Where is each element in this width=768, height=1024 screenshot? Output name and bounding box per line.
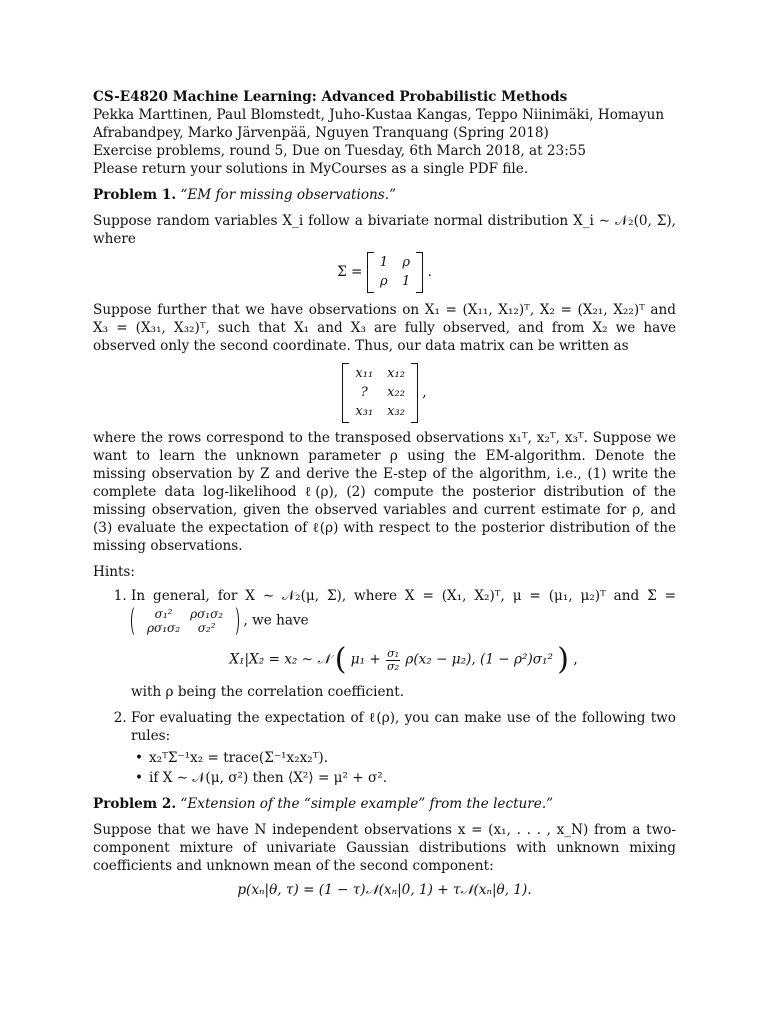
document-page [93,88,676,907]
eq-rest: ρ(x₂ − μ₂), (1 − ρ²)σ₁² [405,651,553,668]
matrix-cell: x₁₂ [387,366,405,381]
matrix-cell: x₃₁ [355,404,374,419]
matrix-cell: ρσ₁σ₂ [147,621,181,635]
sigma-lhs: Σ = [337,264,363,280]
problem1-heading [93,186,676,204]
matrix-cell: x₂₂ [387,385,405,400]
matrix-cell: x₃₂ [387,404,405,419]
problem2-heading [93,795,676,813]
authors-line: Pekka Marttinen, Paul Blomstedt, Juho-Kustaa Kangas, Teppo Niinimäki, Homayun Afrabandpey, Marko Järvenpää, Nguyen Tranquang (Spring 2018) [93,107,665,141]
covariance-matrix [131,605,239,637]
sigma-matrix [367,252,424,293]
problem2-paragraph: Suppose that we have N independent observations x = (x₁, . . . , x_N) from a two-component mixture of univariate Gaussian distributions with unknown mixing coefficients and unknown mean of the second component: [93,822,676,874]
matrix-cell: ρ [380,274,388,289]
task-paragraph: where the rows correspond to the transposed observations x₁ᵀ, x₂ᵀ, x₃ᵀ. Suppose we want to learn the unknown parameter ρ using the EM-algorithm. Denote the missing observation by Z and derive the E-step of the algorithm, i.e., (1) write the complete data log-likelihood ℓ(ρ), (2) compute the posterior distribution of the missing observation, given the observed variables and current estimate for ρ, and (3) evaluate the expectation of ℓ(ρ) with respect to the posterior distribution of the missing observations. [93,430,676,554]
rule-item: • x₂ᵀΣ⁻¹x₂ = trace(Σ⁻¹x₂x₂ᵀ). [149,749,676,767]
data-matrix-equation [93,363,676,423]
eq-left: X₁|X₂ = x₂ ∼ 𝒩 [229,651,331,668]
problem1-intro: Suppose random variables X_i follow a bivariate normal distribution X_i ∼ 𝒩₂(0, Σ), where [93,213,676,247]
hints-label: Hints: [93,564,135,580]
data-matrix [342,363,418,423]
hint2-text: For evaluating the expectation of ℓ(ρ), you can make use of the following two rules: [131,710,676,744]
mixture-equation: p(xₙ|θ, τ) = (1 − τ)𝒩(xₙ|0, 1) + τ𝒩(xₙ|θ, 1). [237,882,532,898]
fraction-numerator: σ₁ [387,646,400,660]
sigma-fraction [386,648,400,673]
matrix-cell: ? [360,385,368,400]
problem1-label: Problem 1. [93,187,177,203]
matrix-cell: σ₁² [154,607,173,621]
problem2-title: “Extension of the “simple example” from the lecture.” [180,796,554,812]
matrix-cell: ρ [402,255,410,270]
matrix-cell: σ₂² [197,621,216,635]
data-matrix-tail: , [422,384,427,401]
hint-item-1 [131,587,676,701]
hint1-tail: , we have [243,612,309,629]
return-instructions: Please return your solutions in MyCourses as a single PDF file. [93,161,529,177]
matrix-cell: ρσ₁σ₂ [190,607,224,621]
sigma-tail: . [427,264,432,280]
hint1-text: In general, for X ∼ 𝒩₂(μ, Σ), where X = (X₁, X₂)ᵀ, μ = (μ₁, μ₂)ᵀ and Σ = [131,588,676,604]
course-title: CS-E4820 Machine Learning: Advanced Probabilistic Methods [93,89,568,105]
hints-list [93,587,676,787]
eq-mu: μ₁ + [350,651,381,668]
problem1-title: “EM for missing observations.” [180,187,397,203]
matrix-cell: 1 [402,274,411,289]
observations-paragraph: Suppose further that we have observations on X₁ = (X₁₁, X₁₂)ᵀ, X₂ = (X₂₁, X₂₂)ᵀ and X₃ = (X₃₁, X₃₂)ᵀ, such that X₁ and X₃ are fully observed, and from X₂ we have observed only the second coordinate. Thus, our data matrix can be written as [93,302,676,354]
conditional-equation: X₁|X₂ = x₂ ∼ 𝒩 ( μ₁ + $\frac{\text{σ₁}}{\text{σ₂}}$ ρ(x₂ − μ₂), (1 − ρ²)σ₁² ) , [229,642,578,677]
rule-item: • if X ∼ 𝒩(μ, σ²) then ⟨X²⟩ = μ² + σ². [149,769,676,787]
eq-tail: , [573,651,578,668]
rules-list [131,749,676,787]
matrix-cell: 1 [379,255,388,270]
matrix-cell: x₁₁ [355,366,374,381]
fraction-denominator: σ₂ [387,659,400,673]
hint-item-2 [131,709,676,787]
hint1-after: with ρ being the correlation coefficient. [131,684,405,700]
sigma-equation [93,252,676,293]
problem2-label: Problem 2. [93,796,177,812]
due-line: Exercise problems, round 5, Due on Tuesday, 6th March 2018, at 23:55 [93,143,587,159]
